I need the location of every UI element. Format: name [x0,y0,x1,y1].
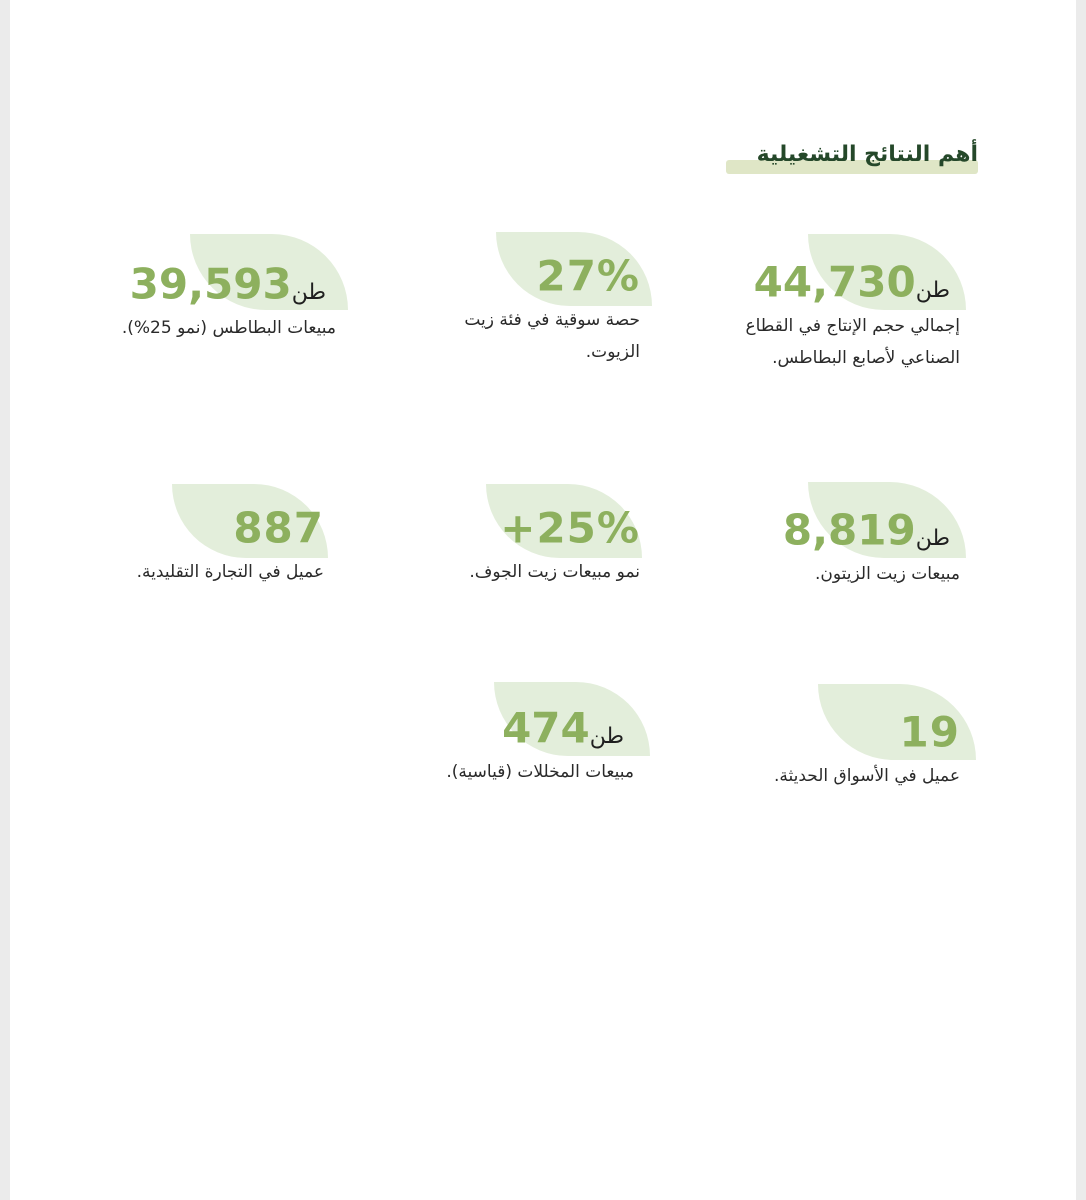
stat-label: نمو مبيعات زيت الجوف. [469,562,640,582]
stat-value-line [720,704,960,760]
stat-modern-markets-clients [720,704,960,792]
stat-unit: طن [291,280,326,305]
stat-value: 887 [233,503,324,553]
stat-value: 8,819 [782,505,916,555]
stat-jouf-oil-growth [410,500,640,588]
stat-label: حصة سوقية في فئة زيت الزيوت. [464,310,640,362]
stat-label: مبيعات زيت الزيتون. [814,564,960,584]
stat-value-line [410,500,640,556]
stat-label: مبيعات المخللات (قياسية). [446,762,634,782]
stat-unit: طن [915,278,950,303]
stat-value-line [410,248,640,304]
stat-market-share [410,248,640,368]
stat-label: عميل في الأسواق الحديثة. [773,766,960,786]
stat-unit: طن [589,724,624,749]
section-heading: أهم النتائج التشغيلية [756,142,978,167]
stat-olive-oil-sales [720,502,960,590]
stat-value: 27% [536,251,640,301]
stat-value-line [84,500,324,556]
stat-label: إجمالي حجم الإنتاج في القطاع الصناعي لأصابع البطاطس. [745,316,960,368]
stat-production-volume [720,254,960,374]
stat-label: مبيعات البطاطس (نمو 25%). [121,318,336,338]
stat-traditional-trade-clients [84,500,324,588]
stat-value: 19 [899,707,960,757]
stat-value: 474 [502,703,590,753]
stat-value-line [96,256,336,312]
report-page [10,0,1076,1200]
stat-value-line [404,700,634,756]
stat-value: +25% [500,503,640,553]
stat-value-line [720,254,960,310]
stat-unit: طن [915,526,950,551]
stat-label: عميل في التجارة التقليدية. [136,562,324,582]
stat-value-line [720,502,960,558]
stat-value: 44,730 [753,257,916,307]
stat-pickles-sales [404,700,634,788]
stat-potato-sales [96,256,336,344]
stat-value: 39,593 [129,259,292,309]
